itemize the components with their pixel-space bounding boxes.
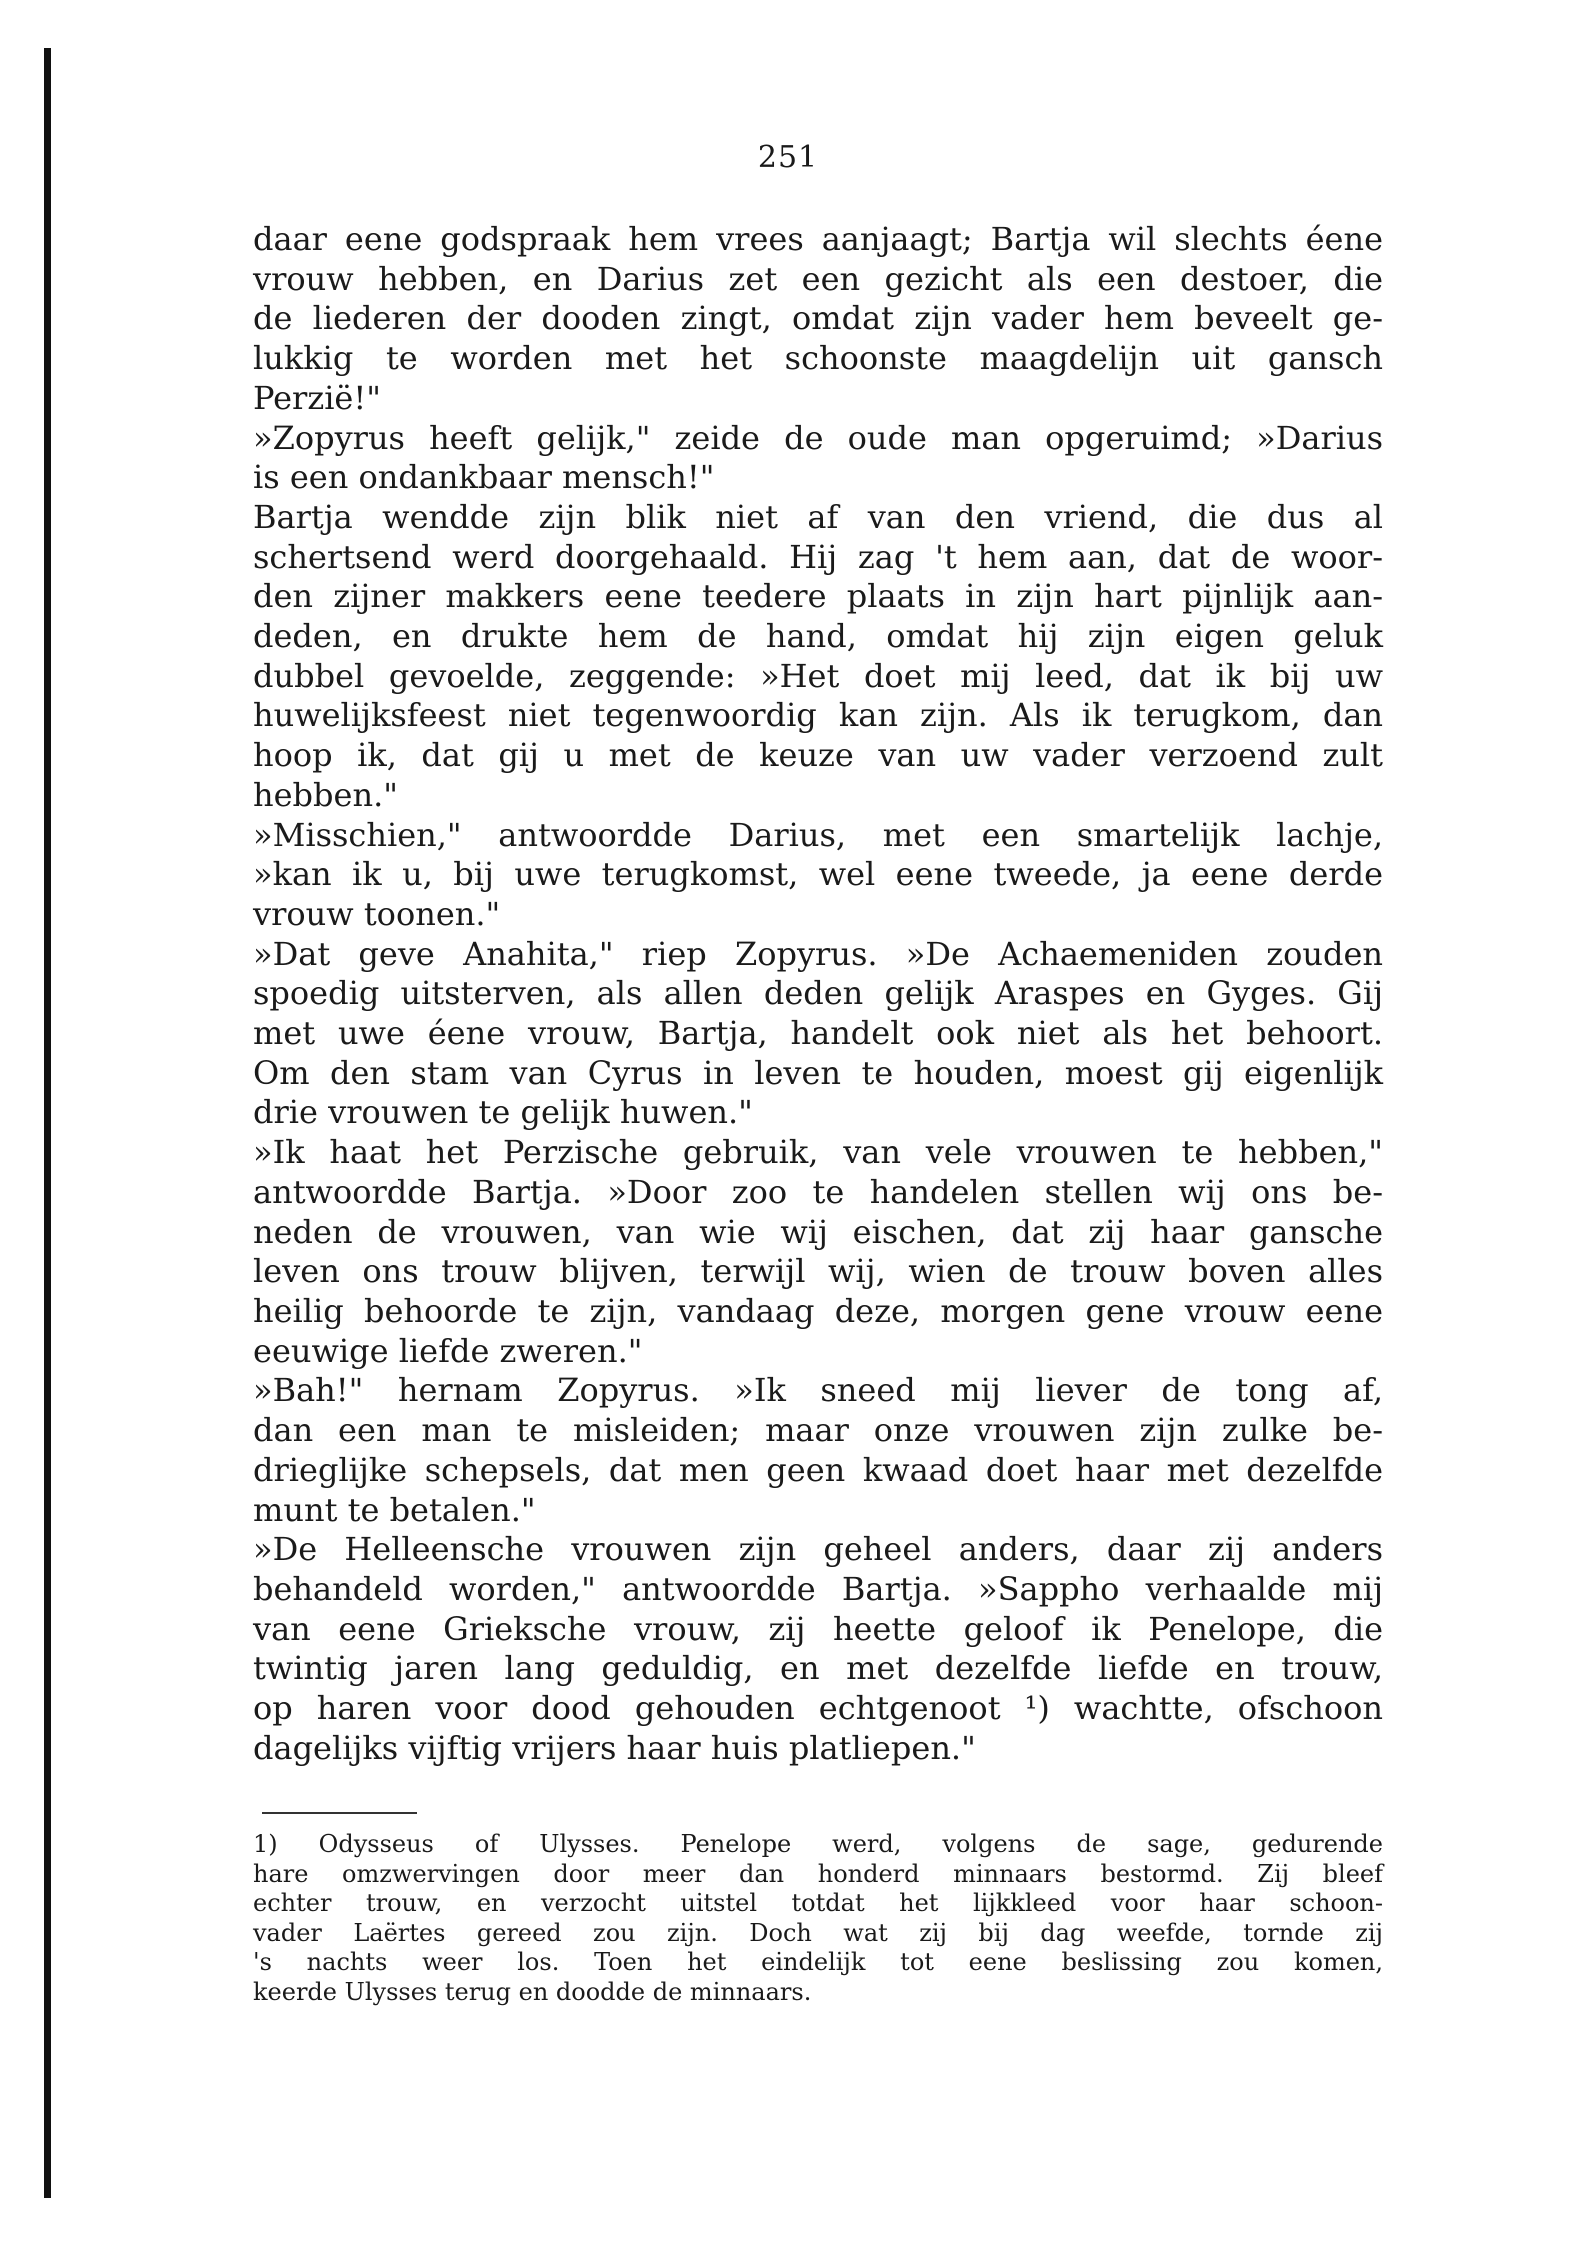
page-number: 251 — [757, 140, 819, 175]
text-line: huwelijksfeest niet tegenwoordig kan zijn. Als ik terugkom, dan — [253, 696, 1383, 735]
footnote-line: 1) Odysseus of Ulysses. Penelope werd, volgens de sage, gedurende — [253, 1830, 1383, 1858]
text-line: is een ondankbaar mensch!" — [253, 458, 715, 497]
footnote-line: echter trouw, en verzocht uitstel totdat het lijkkleed voor haar schoon- — [253, 1889, 1383, 1918]
text-line: behandeld worden," antwoordde Bartja. »Sappho verhaalde mij — [253, 1569, 1383, 1608]
text-line: de liederen der dooden zingt, omdat zijn vader hem beveelt ge- — [253, 299, 1383, 338]
text-line: twintig jaren lang geduldig, en met dezelfde liefde en trouw, — [253, 1649, 1383, 1688]
text-line: eeuwige liefde zweren." — [253, 1331, 643, 1370]
text-line: heilig behoorde te zijn, vandaag deze, morgen gene vrouw eene — [253, 1291, 1383, 1330]
text-line: lukkig te worden met het schoonste maagdelijn uit gansch — [253, 339, 1383, 378]
text-line: neden de vrouwen, van wie wij eischen, dat zij haar gansche — [253, 1212, 1383, 1251]
text-line: met uwe éene vrouw, Bartja, handelt ook niet als het behoort. — [253, 1014, 1383, 1053]
text-line: »De Helleensche vrouwen zijn geheel anders, daar zij anders — [253, 1530, 1383, 1569]
text-line: »Misschien," antwoordde Darius, met een smartelijk lachje, — [253, 815, 1383, 854]
text-line: »Zopyrus heeft gelijk," zeide de oude man opgeruimd; »Darius — [253, 418, 1383, 457]
text-line: drieglijke schepsels, dat men geen kwaad doet haar met dezelfde — [253, 1450, 1383, 1489]
footnotes — [253, 1830, 1383, 2008]
text-line: dagelijks vijftig vrijers haar huis platliepen." — [253, 1728, 976, 1767]
text-line: vrouw toonen." — [253, 894, 501, 933]
text-line: munt te betalen." — [253, 1490, 536, 1529]
text-line: dan een man te misleiden; maar onze vrouwen zijn zulke be- — [253, 1411, 1383, 1450]
footnote-divider — [262, 1812, 417, 1814]
footnote-line: keerde Ulysses terug en doodde de minnaars. — [253, 1977, 812, 2006]
text-line: Om den stam van Cyrus in leven te houden, moest gij eigenlijk — [253, 1053, 1383, 1092]
text-line: dubbel gevoelde, zeggende: »Het doet mij leed, dat ik bij uw — [253, 656, 1383, 695]
text-line: spoedig uitsterven, als allen deden gelijk Araspes en Gyges. Gij — [253, 974, 1383, 1013]
text-line: »Bah!" hernam Zopyrus. »Ik sneed mij liever de tong af, — [253, 1371, 1383, 1410]
text-line: op haren voor dood gehouden echtgenoot ¹) wachtte, ofschoon — [253, 1689, 1383, 1728]
text-line: hebben." — [253, 775, 398, 814]
text-line: schertsend werd doorgehaald. Hij zag 't hem aan, dat de woor- — [253, 537, 1383, 576]
text-line: »kan ik u, bij uwe terugkomst, wel eene tweede, ja eene derde — [253, 855, 1383, 894]
body-text — [253, 220, 1383, 1768]
binding-edge — [44, 48, 51, 2198]
text-line: »Dat geve Anahita," riep Zopyrus. »De Achaemeniden zouden — [253, 934, 1383, 973]
text-line: Bartja wendde zijn blik niet af van den vriend, die dus al — [253, 497, 1383, 536]
text-line: Perzië!" — [253, 378, 381, 417]
text-line: van eene Grieksche vrouw, zij heette geloof ik Penelope, die — [253, 1609, 1383, 1648]
text-line: deden, en drukte hem de hand, omdat hij zijn eigen geluk — [253, 617, 1383, 656]
text-line: vrouw hebben, en Darius zet een gezicht als een destoer, die — [253, 259, 1383, 298]
text-line: drie vrouwen te gelijk huwen." — [253, 1093, 753, 1132]
footnote-line: vader Laërtes gereed zou zijn. Doch wat zij bij dag weefde, tornde zij — [253, 1918, 1383, 1947]
footnote-line: 's nachts weer los. Toen het eindelijk tot eene beslissing zou komen, — [253, 1948, 1383, 1977]
text-line: »Ik haat het Perzische gebruik, van vele vrouwen te hebben," — [253, 1133, 1383, 1172]
text-line: den zijner makkers eene teedere plaats in zijn hart pijnlijk aan- — [253, 577, 1383, 616]
text-line: hoop ik, dat gij u met de keuze van uw vader verzoend zult — [253, 736, 1383, 775]
footnote-line: hare omzwervingen door meer dan honderd minnaars bestormd. Zij bleef — [253, 1859, 1383, 1888]
text-line: leven ons trouw blijven, terwijl wij, wien de trouw boven alles — [253, 1252, 1383, 1291]
text-line: antwoordde Bartja. »Door zoo te handelen stellen wij ons be- — [253, 1172, 1383, 1211]
text-line: daar eene godspraak hem vrees aanjaagt; Bartja wil slechts éene — [253, 220, 1383, 258]
